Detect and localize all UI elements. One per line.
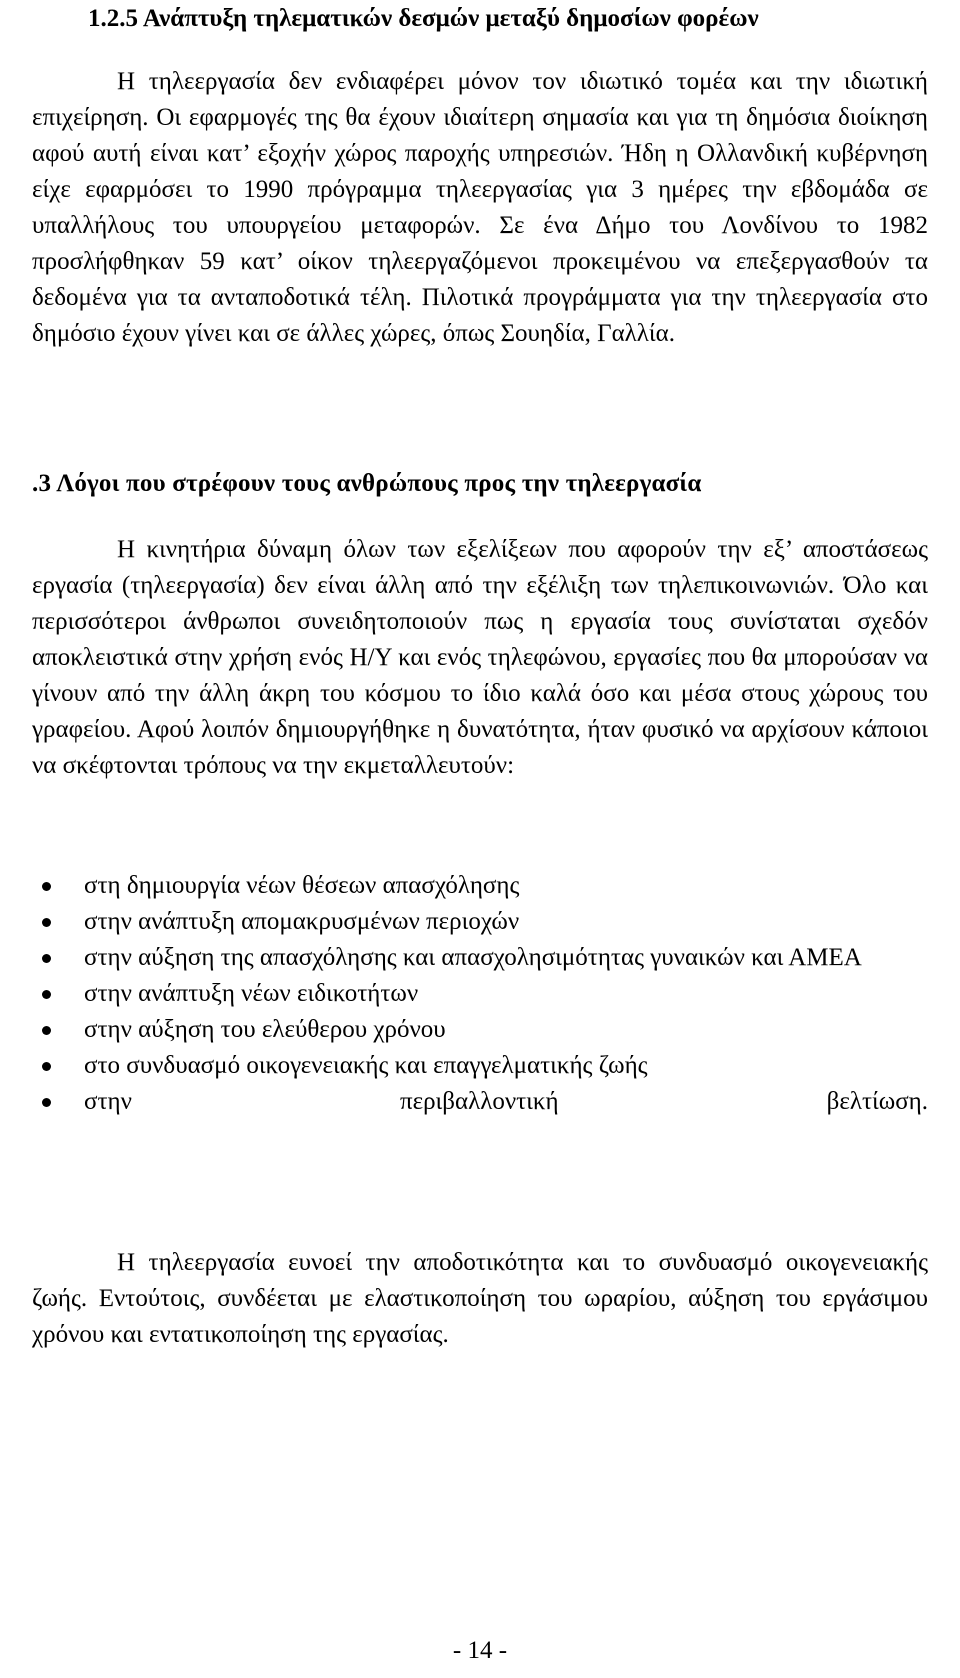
- bullet-icon: [42, 882, 51, 891]
- list-item-text: στην ανάπτυξη απομακρυσμένων περιοχών: [84, 908, 520, 935]
- chapter-heading: .3 Λόγοι που στρέφουν τους ανθρώπους προς την τηλεεργασία: [32, 470, 702, 497]
- list-item-text: στην αύξηση της απασχόλησης και απασχολησιμότητας γυναικών και ΑΜΕΑ: [84, 944, 862, 971]
- list-item-text: στην περιβαλλοντική βελτίωση.: [84, 1088, 928, 1115]
- page-number: - 14 -: [452, 1637, 508, 1664]
- list-item-text: στην ανάπτυξη νέων ειδικοτήτων: [84, 980, 419, 1007]
- bullet-icon: [42, 918, 51, 927]
- list-item-text: στη δημιουργία νέων θέσεων απασχόλησης: [84, 872, 520, 899]
- list-item-text: στην αύξηση του ελεύθερου χρόνου: [84, 1016, 446, 1043]
- list-item: [32, 904, 928, 940]
- list-item: [32, 1048, 928, 1084]
- bullet-icon: [42, 1062, 51, 1071]
- list-item: [32, 940, 928, 976]
- list-item-text: στο συνδυασμό οικογενειακής και επαγγελματικής ζωής: [84, 1052, 648, 1079]
- benefits-list: [32, 868, 928, 1120]
- paragraph-public-sector: Η τηλεεργασία δεν ενδιαφέρει μόνον τον ιδιωτικό τομέα και την ιδιωτική επιχείρηση. Οι εφαρμογές της θα έχουν ιδιαίτερη σημασία και για τη δημόσια διοίκηση αφού αυτή είναι κατ’ εξοχήν χώρος παροχής υπηρεσιών. Ήδη η Ολλανδική κυβέρνηση είχε εφαρμόσει το 1990 πρόγραμμα τηλεεργασίας για 3 ημέρες την εβδομάδα σε υπαλλήλους του υπουργείου μεταφορών. Σε ένα Δήμο του Λονδίνου το 1982 προσλήφθηκαν 59 κατ’ οίκον τηλεεργαζόμενοι προκειμένου να επεξεργασθούν τα δεδομένα για τα ανταποδοτικά τέλη. Πιλοτικά προγράμματα για την τηλεεργασία στο δημόσιο έχουν γίνει και σε άλλες χώρες, όπως Σουηδία, Γαλλία.: [32, 68, 928, 347]
- list-item: [32, 868, 928, 904]
- bullet-icon: [42, 990, 51, 999]
- list-item: [32, 1084, 928, 1120]
- paragraph-conclusion: Η τηλεεργασία ευνοεί την αποδοτικότητα και το συνδυασμό οικογενειακής ζωής. Εντούτοις, συνδέεται με ελαστικοποίηση του ωραρίου, αύξηση του εργάσιμου χρόνου και εντατικοποίηση της εργασίας.: [32, 1249, 928, 1348]
- section-heading: 1.2.5 Ανάπτυξη τηλεματικών δεσμών μεταξύ δημοσίων φορέων: [88, 5, 759, 32]
- bullet-icon: [42, 954, 51, 963]
- bullet-icon: [42, 1026, 51, 1035]
- list-item: [32, 1012, 928, 1048]
- bullet-icon: [42, 1098, 51, 1107]
- paragraph-driving-force: Η κινητήρια δύναμη όλων των εξελίξεων που αφορούν την εξ’ αποστάσεως εργασία (τηλεεργασία) δεν είναι άλλη από την εξέλιξη των τηλεπικοινωνιών. Όλο και περισσότεροι άνθρωποι συνειδητοποιούν πως η εργασία τους συνίσταται σχεδόν αποκλειστικά στην χρήση ενός Η/Υ και ενός τηλεφώνου, εργασίες που θα μπορούσαν να γίνουν από την άλλη άκρη του κόσμου το ίδιο καλά όσο και μέσα στους χώρους του γραφείου. Αφού λοιπόν δημιουργήθηκε η δυνατότητα, ήταν φυσικό να αρχίσουν κάποιοι να σκέφτονται τρόπους να την εκμεταλλευτούν:: [32, 536, 928, 779]
- list-item: [32, 976, 928, 1012]
